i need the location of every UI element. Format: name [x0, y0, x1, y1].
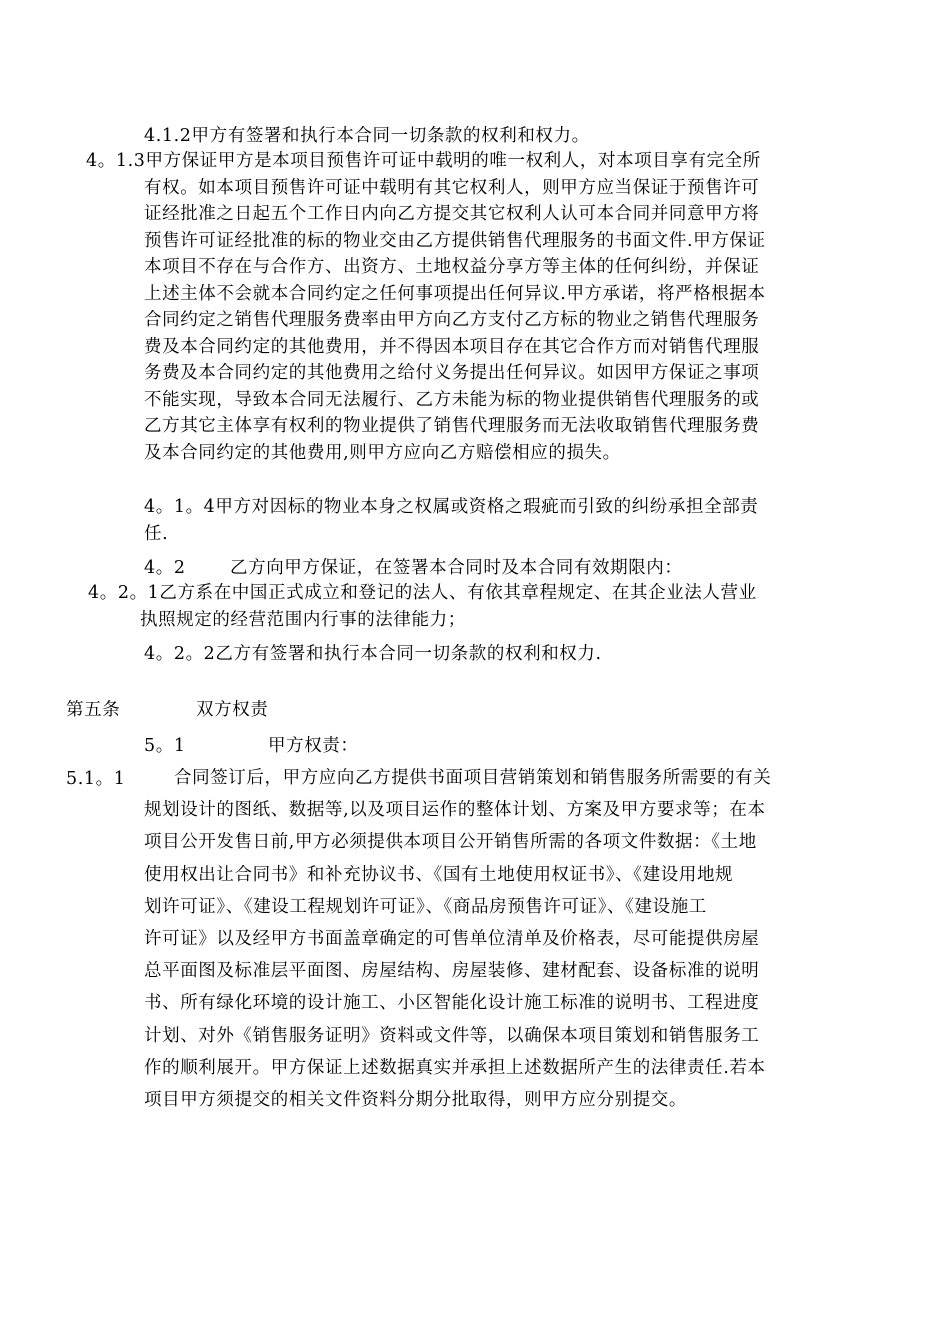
- text-line: 预售许可证经批准的标的物业交由乙方提供销售代理服务的书面文件.甲方保证: [144, 230, 766, 251]
- text-line: 总平面图及标准层平面图、房屋结构、房屋装修、建材配套、设备标准的说明: [144, 961, 760, 982]
- text-line: 执照规定的经营范围内行事的法律能力；: [140, 609, 466, 630]
- clause-text: 乙方向甲方保证，在签署本合同时及本合同有效期限内：: [230, 558, 683, 578]
- clause-4-1-2: 4.1.2甲方有签署和执行本合同一切条款的权利和权力。: [144, 126, 590, 146]
- clause-5-1-heading: [144, 732, 359, 757]
- text-line: 项目甲方须提交的相关文件资料分期分批取得，则甲方应分别提交。: [144, 1089, 687, 1110]
- text-line: 务费及本合同约定的其他费用之给付义务提出任何异议。如因甲方保证之事项: [144, 363, 760, 383]
- clause-5-1-1-body: [144, 762, 771, 1116]
- text-line: 不能实现，导致本合同无法履行、乙方未能为标的物业提供销售代理服务的或: [144, 389, 760, 410]
- clause-5-1-1-number: 5.1。1: [66, 769, 126, 789]
- article-number: 第五条: [66, 700, 121, 720]
- text-line: 许可证》以及经甲方书面盖章确定的可售单位清单及价格表，尽可能提供房屋: [144, 928, 760, 949]
- clause-4-1-4: [144, 494, 758, 547]
- clause-number: 5。1: [144, 736, 186, 756]
- clause-4-2: [144, 554, 683, 579]
- text-line: 规划设计的图纸、数据等,以及项目运作的整体计划、方案及甲方要求等；在本: [144, 800, 766, 821]
- text-line: 使用权出让合同书》和补充协议书、《国有土地使用权证书》、《建设用地规: [144, 864, 734, 885]
- text-line: 上述主体不会就本合同约定之任何事项提出任何异议.甲方承诺，将严格根据本: [144, 283, 766, 304]
- text-line: 4。2。1乙方系在中国正式成立和登记的法人、有依其章程规定、在其企业法人营业: [88, 583, 757, 603]
- text-line: 计划、对外《销售服务证明》资料或文件等，以确保本项目策划和销售服务工: [144, 1025, 760, 1046]
- text-line: 合同签订后，甲方应向乙方提供书面项目营销策划和销售服务所需要的有关: [174, 768, 772, 788]
- clause-4-2-1: [88, 580, 757, 633]
- article-title: 双方权责: [196, 700, 269, 720]
- clause-4-1-3: [86, 148, 766, 466]
- clause-4-2-2: 4。2。2乙方有签署和执行本合同一切条款的权利和权力.: [144, 644, 602, 664]
- text-line: 4。1。4甲方对因标的物业本身之权属或资格之瑕疵而引致的纠纷承担全部责: [144, 497, 759, 517]
- text-line: 任.: [144, 523, 169, 544]
- text-line: 及本合同约定的其他费用,则甲方应向乙方赔偿相应的损失。: [144, 442, 621, 463]
- text-line: 作的顺利展开。甲方保证上述数据真实并承担上述数据所产生的法律责任.若本: [144, 1057, 766, 1078]
- text-line: 合同约定之销售代理服务费率由甲方向乙方支付乙方标的物业之销售代理服务: [144, 310, 760, 330]
- clause-title: 甲方权责：: [268, 736, 359, 756]
- text-line: 书、所有绿化环境的设计施工、小区智能化设计施工标准的说明书、工程进度: [144, 993, 760, 1014]
- text-line: 证经批准之日起五个工作日内向乙方提交其它权利人认可本合同并同意甲方将: [144, 204, 760, 224]
- text-line: 有权。如本项目预售许可证中载明有其它权利人，则甲方应当保证于预售许可: [144, 177, 760, 198]
- text-line: 项目公开发售日前,甲方必须提供本项目公开销售所需的各项文件数据：《土地: [144, 832, 757, 853]
- clause-number: 4。2: [144, 558, 186, 578]
- text-line: 本项目不存在与合作方、出资方、土地权益分享方等主体的任何纠纷，并保证: [144, 257, 760, 277]
- text-line: 划许可证》、《建设工程规划许可证》、《商品房预售许可证》、《建设施工: [144, 896, 707, 917]
- text-line: 乙方其它主体享有权利的物业提供了销售代理服务而无法收取销售代理服务费: [144, 416, 760, 436]
- article-5-heading: [66, 696, 268, 721]
- text-line: 4。1.3甲方保证甲方是本项目预售许可证中载明的唯一权利人，对本项目享有完全所: [86, 151, 761, 171]
- text-line: 费及本合同约定的其他费用，并不得因本项目存在其它合作方而对销售代理服: [144, 336, 760, 357]
